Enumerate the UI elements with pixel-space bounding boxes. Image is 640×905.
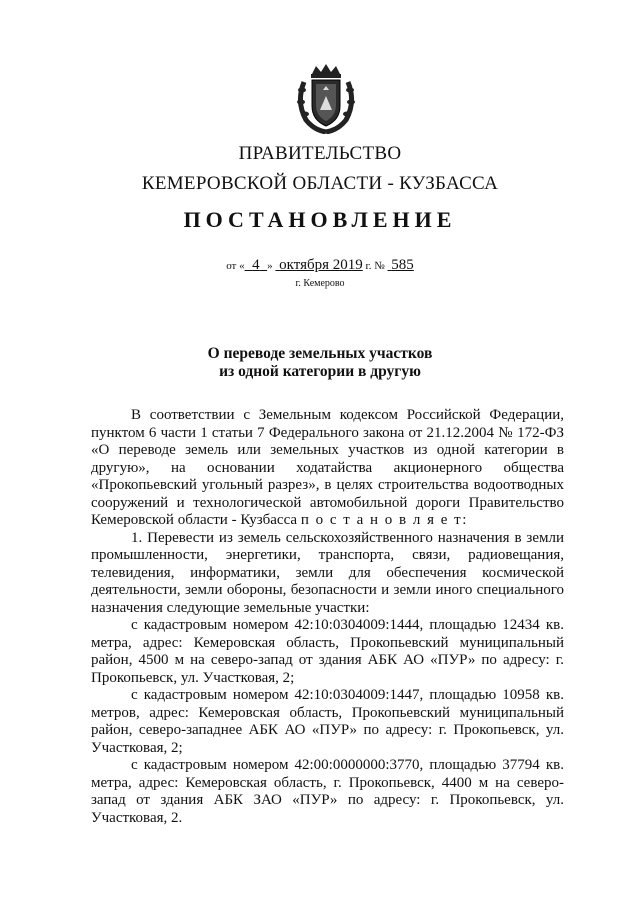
coat-of-arms-icon: [290, 62, 362, 134]
plot-2: с кадастровым номером 42:10:0304009:1447, площадью 10958 кв. метров, адрес: Кемеровская область, Прокопьевский муниципальный район, северо-западнее АБК АО «ПУР» по адресу: г. Прокопьевск, ул. Участковая, 2;: [91, 687, 564, 756]
date-line: [0, 257, 640, 274]
resolves-word: п о с т а н о в л я е т:: [300, 512, 468, 528]
plot-3: с кадастровым номером 42:00:0000000:3770, площадью 37794 кв. метра, адрес: Кемеровская область, г. Прокопьевск, 4400 м на северо-запад от здания АБК ЗАО «ПУР» по адресу: г. Прокопьевск, ул. Участковая, 2.: [91, 757, 564, 826]
intro-paragraph: В соответствии с Земельным кодексом Российской Федерации, пунктом 6 части 1 статьи 7 Федерального закона от 21.12.2004 № 172-ФЗ «О переводе земель или земельных участков из одной категории в другую», на основании ходатайства акционерного общества «Прокопьевский угольный разрез», в целях строительства водоотводных сооружений и технологической автомобильной дороги Правительство Кемеровской области - Кузбасса п о с т а н о в л я е т:: [91, 407, 564, 528]
date-prefix: от «: [226, 260, 245, 272]
government-name-line1: ПРАВИТЕЛЬСТВО: [238, 143, 402, 164]
decree-number: 585: [391, 257, 414, 273]
date-month-year: октября 2019: [279, 257, 363, 273]
document-body: [91, 407, 564, 827]
title-line2: из одной категории в другую: [219, 363, 421, 380]
document-title: [0, 345, 640, 381]
city: г. Кемерово: [295, 278, 345, 289]
title-line1: О переводе земельных участков: [207, 345, 433, 362]
plot-1: с кадастровым номером 42:10:0304009:1444, площадью 12434 кв. метра, адрес: Кемеровская область, Прокопьевский муниципальный район, 4500 м на северо-запад от здания АБК АО «ПУР» по адресу: г. Прокопьевск, ул. Участковая, 2;: [91, 617, 564, 686]
document-type: ПОСТАНОВЛЕНИЕ: [183, 207, 457, 232]
date-suffix: г. №: [365, 260, 385, 272]
item-1: 1. Перевести из земель сельскохозяйственного назначения в земли промышленности, энергетики, транспорта, связи, радиовещания, телевидения, информатики, земли для обеспечения космической деятельности, земли обороны, безопасности и земли иного специального назначения следующие земельные участки:: [91, 529, 564, 616]
date-day: 4: [252, 257, 260, 273]
government-name-line2: КЕМЕРОВСКОЙ ОБЛАСТИ - КУЗБАССА: [141, 173, 499, 194]
date-mid: »: [267, 260, 273, 272]
